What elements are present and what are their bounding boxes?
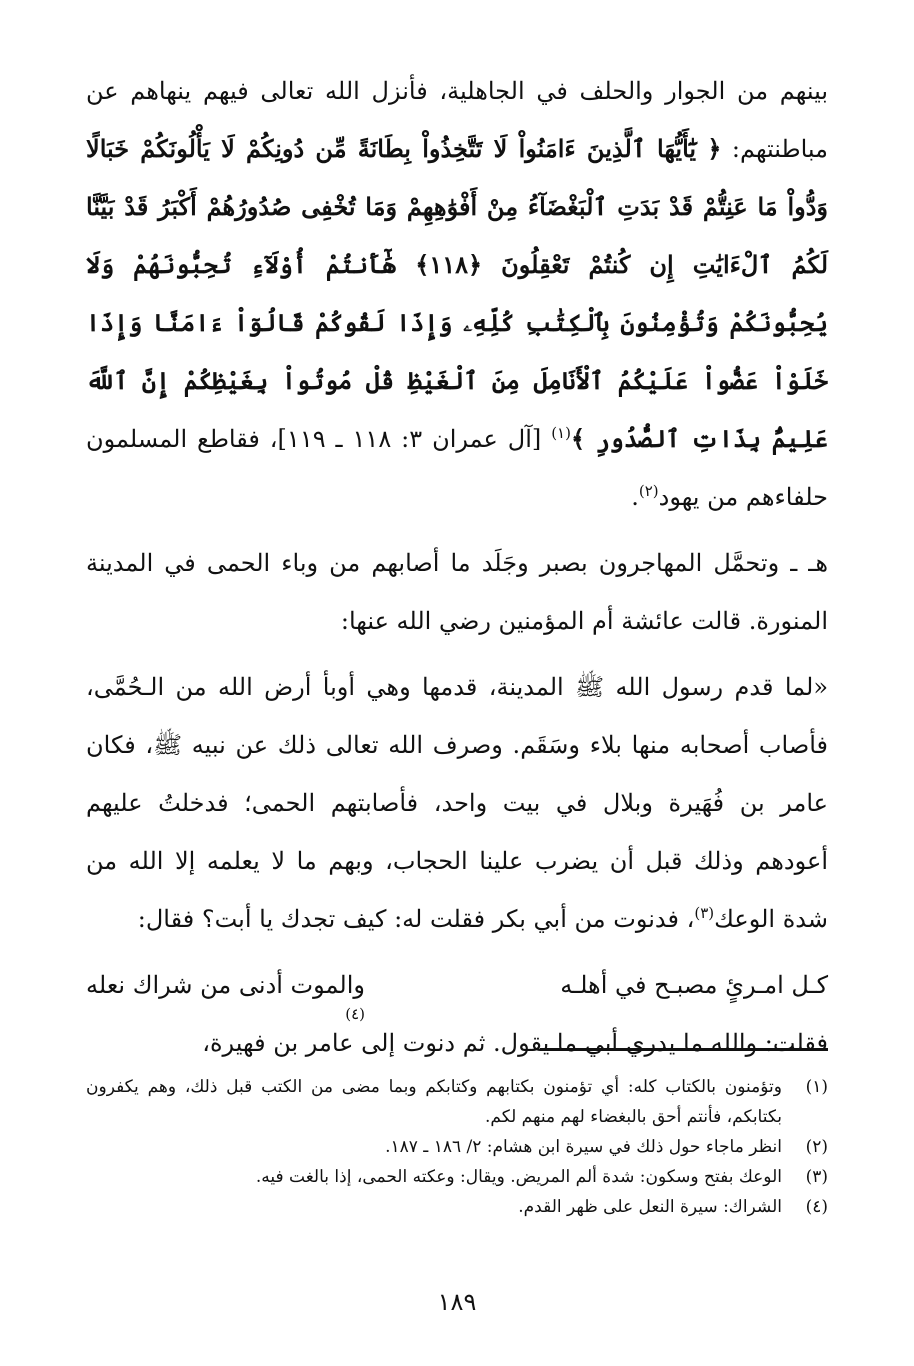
quran-verse: ﴿ يَٰٓأَيُّهَا ٱلَّذِينَ ءَامَنُواْ لَا تَتَّخِذُواْ بِطَانَةً مِّن دُونِكُمْ لَا يَأْلُونَكُمْ خَبَالًا وَدُّواْ مَا عَنِتُّمْ قَدْ بَدَتِ ٱلْبَغْضَآءُ مِنْ أَفْوَٰهِهِمْ وَمَا تُخْفِى صُدُورُهُمْ أَكْبَرُ قَدْ بَيَّنَّا لَكُمُ ٱلْءَايَٰتِ إِن كُنتُمْ تَعْقِلُونَ ﴿١١٨﴾ هَٰٓأَنتُمْ أُوْلَآءِ تُحِبُّونَهُمْ وَلَا يُحِبُّونَكُمْ وَتُؤْمِنُونَ بِٱلْكِتَٰبِ كُلِّهِۦ وَإِذَا لَقُوكُمْ قَالُوٓاْ ءَامَنَّا وَإِذَا خَلَوْاْ عَضُّواْ عَلَيْكُمُ ٱلْأَنَامِلَ مِنَ ٱلْغَيْظِ قُلْ مُوتُواْ بِغَيْظِكُمْ إِنَّ ٱللَّهَ عَلِيمٌۢ بِذَاتِ ٱلصُّدُورِ ﴾ (86, 134, 829, 453)
footnote-text: انظر ماجاء حول ذلك في سيرة ابن هشام: ٢/ ١٨٦ ـ ١٨٧. (385, 1137, 782, 1157)
paragraph-end-punct: . (631, 483, 639, 511)
footnote-item (86, 1132, 828, 1162)
poem-hemistich-second: والموت أدنى من شراك نعله (86, 971, 365, 999)
page-number: ١٨٩ (437, 1288, 477, 1316)
verse-reference-text: [آل عمران ٣: ١١٨ ـ ١١٩]، فقاطع المسلمون حلفاءهم من يهود (86, 425, 828, 511)
poem-hemistich-first: كـل امـرئٍ مصبـح في أهلـه (560, 971, 828, 999)
footnotes (86, 1072, 828, 1222)
footnote-number: (٢) (805, 1137, 828, 1157)
footnote-number: (٣) (805, 1167, 828, 1187)
paragraph-quran-context (86, 62, 828, 526)
footnote-marker-1: (١) (551, 424, 571, 442)
paragraph-hadith (86, 658, 828, 948)
paragraph-fever: هـ ـ وتحمَّل المهاجرون بصبر وجَلَد ما أصابهم من وباء الحمى في المدينة المنورة. قالت عائشة أم المؤمنين رضي الله عنها: (86, 549, 828, 635)
footnote-text: الشراك: سيرة النعل على ظهر القدم. (518, 1197, 782, 1217)
footnote-item (86, 1072, 828, 1132)
footnote-text: وتؤمنون بالكتاب كله: أي تؤمنون بكتابهم وكتابكم وبما مضى من الكتب قبل ذلك، وهم يكفرون بكتابكم، فأنتم أحق بالبغضاء لهم منهم لكم. (86, 1077, 782, 1127)
hadith-text-continued: ، فدنوت من أبي بكر فقلت له: كيف تجدك يا أبت؟ فقال: (137, 905, 695, 933)
footnote-text: الوعك بفتح وسكون: شدة ألم المريض. ويقال: وعكته الحمى، إذا بالغت فيه. (255, 1167, 782, 1187)
footnote-number: (١) (805, 1077, 828, 1097)
poem-hemistich-second-wrap: والموت أدنى من شراك نعله (٤) (86, 956, 365, 1014)
footnote-marker-2: (٢) (638, 482, 659, 500)
hadith-text: «لما قدم رسول الله ﷺ المدينة، قدمها وهي أوبأ أرض الله من الـحُمَّى، فأصاب أصحابه منها بلاء وسَقَم. وصرف الله تعالى ذلك عن نبيه ﷺ، فكان عامر بن فُهَيرة وبلال في بيت واحد، فأصابتهم الحمى؛ فدخلتُ عليهم أعودهم وذلك قبل أن يضرب علينا الحجاب، وبهم ما لا يعلمه إلا الله من شدة الوعك (86, 673, 829, 933)
paragraph-intro-text: بينهم من الجوار والحلف في الجاهلية، فأنزل الله تعالى فيهم ينهاهم عن مباطنتهم: (86, 77, 829, 163)
main-text (86, 62, 828, 1072)
footnote-item (86, 1192, 828, 1222)
poem-verse (86, 956, 828, 1023)
footnote-marker-3: (٣) (694, 904, 715, 922)
footnote-separator (540, 1048, 828, 1051)
footnote-item (86, 1162, 828, 1192)
footnote-number: (٤) (805, 1197, 828, 1217)
paragraph-closing: فقلت: والله ما يدري أبي ما يقول. ثم دنوت إلى عامر بن فهيرة، (202, 1029, 828, 1057)
